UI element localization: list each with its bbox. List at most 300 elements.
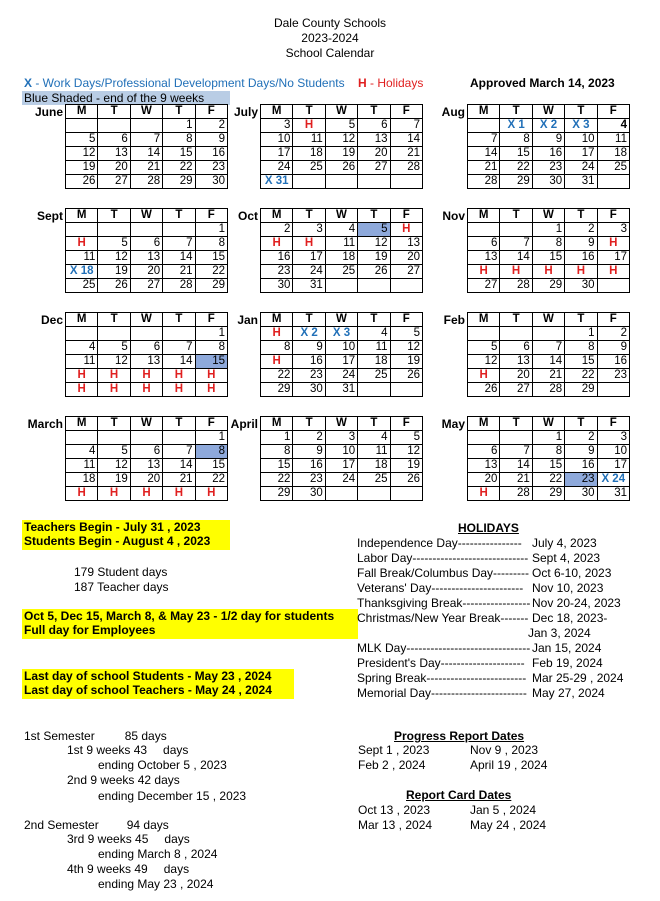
day-cell: 3 — [597, 223, 629, 237]
weekday-header: T — [98, 105, 130, 119]
month-table-feb — [467, 312, 630, 397]
day-cell: 7 — [468, 133, 500, 147]
weekday-header: M — [66, 209, 98, 223]
end-of-9-weeks-cell: 15 — [195, 355, 227, 369]
weekday-header: T — [500, 105, 532, 119]
day-cell — [468, 431, 500, 445]
day-cell: 9 — [195, 133, 227, 147]
day-cell: 19 — [390, 459, 422, 473]
day-cell: 13 — [130, 459, 162, 473]
day-cell: 30 — [261, 279, 293, 293]
day-cell: 24 — [325, 473, 357, 487]
weekday-header: F — [597, 313, 629, 327]
quarter-1-label: 1st 9 weeks 43 — [67, 743, 148, 757]
day-cell: 21 — [163, 265, 195, 279]
end-of-9-weeks-cell: 8 — [195, 445, 227, 459]
day-cell: 7 — [390, 119, 422, 133]
day-cell: 14 — [390, 133, 422, 147]
holiday-cell: H — [261, 237, 293, 251]
day-cell: 6 — [130, 237, 162, 251]
day-cell: 1 — [532, 223, 564, 237]
holiday-cell: H — [293, 237, 325, 251]
day-cell: 6 — [468, 237, 500, 251]
day-cell: 8 — [163, 133, 195, 147]
holiday-cell: H — [163, 369, 195, 383]
month-label-nov: Nov — [442, 209, 465, 223]
day-cell — [293, 175, 325, 189]
day-cell: 22 — [261, 473, 293, 487]
day-cell: 16 — [293, 459, 325, 473]
day-cell: 7 — [130, 133, 162, 147]
weekday-header: T — [500, 417, 532, 431]
report-card-date: Oct 13 , 2023 — [358, 803, 431, 817]
day-cell: 10 — [325, 341, 357, 355]
day-cell: 2 — [597, 327, 629, 341]
holiday-cell: H — [597, 237, 629, 251]
day-cell: 30 — [195, 175, 227, 189]
day-cell: 25 — [597, 161, 629, 175]
weekday-header: T — [163, 417, 195, 431]
day-cell: 2 — [293, 431, 325, 445]
day-cell: 30 — [293, 383, 325, 397]
day-cell — [468, 327, 500, 341]
day-cell: 22 — [500, 161, 532, 175]
weekday-header: W — [325, 313, 357, 327]
end-of-9-weeks-cell: 5 — [358, 223, 390, 237]
last-day-students: Last day of school Students - May 23 , 2024 — [24, 669, 272, 683]
day-cell: 31 — [597, 487, 629, 501]
weekday-header: M — [261, 417, 293, 431]
day-cell: 25 — [293, 161, 325, 175]
day-cell — [130, 431, 162, 445]
quarter-1-days: days — [163, 743, 189, 757]
day-cell: 9 — [293, 445, 325, 459]
work-day-cell: X 24 — [597, 473, 629, 487]
day-cell: 13 — [500, 355, 532, 369]
day-cell: 18 — [358, 459, 390, 473]
weekday-header: F — [597, 209, 629, 223]
day-cell: 19 — [325, 147, 357, 161]
day-cell: 23 — [532, 161, 564, 175]
day-cell: 4 — [597, 119, 629, 133]
day-cell: 30 — [293, 487, 325, 501]
day-cell: 5 — [468, 341, 500, 355]
day-cell: 16 — [261, 251, 293, 265]
day-cell — [597, 175, 629, 189]
day-cell — [130, 119, 162, 133]
day-cell: 13 — [468, 459, 500, 473]
day-cell: 16 — [532, 147, 564, 161]
day-cell: 29 — [532, 487, 564, 501]
day-cell: 15 — [195, 459, 227, 473]
day-cell: 6 — [98, 133, 130, 147]
month-label-sept: Sept — [36, 209, 63, 223]
day-cell: 14 — [532, 355, 564, 369]
day-cell: 17 — [565, 147, 597, 161]
day-cell: 27 — [358, 161, 390, 175]
day-cell: 11 — [358, 341, 390, 355]
day-cell: 18 — [325, 251, 357, 265]
day-cell: 17 — [325, 459, 357, 473]
day-cell: 9 — [597, 341, 629, 355]
work-day-cell: X 31 — [261, 175, 293, 189]
weekday-header: F — [195, 209, 227, 223]
holiday-date: Jan 3, 2024 — [528, 626, 591, 640]
work-day-cell: X 2 — [293, 327, 325, 341]
weekday-header: W — [325, 209, 357, 223]
day-cell: 26 — [66, 175, 98, 189]
day-cell: 19 — [358, 251, 390, 265]
day-cell: 3 — [597, 431, 629, 445]
month-label-april: April — [230, 417, 258, 431]
day-cell: 9 — [293, 341, 325, 355]
holiday-cell: H — [98, 383, 130, 397]
weekday-header: M — [261, 105, 293, 119]
weekday-header: F — [390, 209, 422, 223]
holiday-cell: H — [66, 237, 98, 251]
day-cell: 21 — [532, 369, 564, 383]
weekday-header: W — [130, 209, 162, 223]
weekday-header: M — [261, 313, 293, 327]
progress-date: Sept 1 , 2023 — [358, 743, 430, 757]
day-cell: 11 — [293, 133, 325, 147]
holiday-cell: H — [195, 487, 227, 501]
day-cell: 15 — [500, 147, 532, 161]
quarter-3-label: 3rd 9 weeks 45 — [67, 832, 149, 846]
day-cell: 24 — [565, 161, 597, 175]
day-cell: 10 — [261, 133, 293, 147]
legend-h-code: H — [358, 76, 367, 90]
day-cell: 11 — [325, 237, 357, 251]
day-cell: 29 — [195, 279, 227, 293]
day-cell: 6 — [130, 445, 162, 459]
day-cell — [130, 327, 162, 341]
approved-date: Approved March 14, 2023 — [470, 76, 615, 90]
day-cell — [597, 279, 629, 293]
weekday-header: T — [163, 105, 195, 119]
day-cell: 1 — [532, 431, 564, 445]
day-cell: 7 — [532, 341, 564, 355]
day-cell — [468, 223, 500, 237]
day-cell — [358, 175, 390, 189]
day-cell: 20 — [98, 161, 130, 175]
day-cell — [358, 383, 390, 397]
day-cell: 21 — [390, 147, 422, 161]
day-cell: 26 — [358, 265, 390, 279]
holiday-name: Christmas/New Year Break------- — [357, 611, 529, 625]
weekday-header: F — [390, 417, 422, 431]
weekday-header: F — [390, 105, 422, 119]
day-cell — [468, 119, 500, 133]
day-cell: 23 — [597, 369, 629, 383]
day-cell: 24 — [293, 265, 325, 279]
month-label-oct: Oct — [237, 209, 258, 223]
holiday-date: Nov 20-24, 2023 — [532, 596, 621, 610]
quarter-4-label: 4th 9 weeks 49 — [67, 862, 148, 876]
day-cell: 11 — [66, 251, 98, 265]
day-cell: 15 — [195, 251, 227, 265]
day-cell: 8 — [195, 237, 227, 251]
weekday-header: M — [468, 417, 500, 431]
day-cell: 21 — [468, 161, 500, 175]
month-label-aug: Aug — [441, 105, 465, 119]
day-cell: 25 — [66, 279, 98, 293]
day-cell: 18 — [293, 147, 325, 161]
day-cell — [358, 487, 390, 501]
holiday-cell: H — [468, 265, 500, 279]
day-cell: 27 — [390, 265, 422, 279]
day-cell: 11 — [66, 355, 98, 369]
day-cell: 19 — [98, 265, 130, 279]
holiday-cell: H — [468, 369, 500, 383]
report-card-date: Mar 13 , 2024 — [358, 818, 433, 832]
day-cell: 19 — [390, 355, 422, 369]
day-cell: 23 — [195, 161, 227, 175]
quarter-4-end: ending May 23 , 2024 — [98, 877, 214, 891]
weekday-header: T — [565, 417, 597, 431]
weekday-header: T — [500, 209, 532, 223]
semester-1-label: 1st Semester — [24, 729, 95, 743]
month-label-jan: Jan — [237, 313, 258, 327]
day-cell: 28 — [468, 175, 500, 189]
holiday-cell: H — [163, 383, 195, 397]
half-day-box — [22, 609, 358, 639]
holiday-cell: H — [66, 383, 98, 397]
day-cell: 17 — [597, 251, 629, 265]
holiday-cell: H — [261, 327, 293, 341]
day-cell: 21 — [163, 473, 195, 487]
day-cell: 25 — [358, 369, 390, 383]
holiday-cell: H — [130, 383, 162, 397]
progress-date: Feb 2 , 2024 — [358, 758, 426, 772]
day-cell — [325, 487, 357, 501]
day-cell — [390, 383, 422, 397]
quarter-4 — [67, 862, 189, 876]
holiday-cell: H — [597, 265, 629, 279]
weekday-header: T — [565, 313, 597, 327]
day-cell — [66, 327, 98, 341]
holiday-cell: H — [565, 265, 597, 279]
day-cell: 26 — [468, 383, 500, 397]
day-cell: 1 — [565, 327, 597, 341]
day-cell: 21 — [500, 473, 532, 487]
day-cell — [390, 487, 422, 501]
work-day-cell: X 2 — [532, 119, 564, 133]
day-cell: 15 — [565, 355, 597, 369]
weekday-header: M — [261, 209, 293, 223]
day-cell: 16 — [565, 459, 597, 473]
weekday-header: W — [532, 313, 564, 327]
weekday-header: T — [358, 313, 390, 327]
legend-h — [358, 76, 423, 90]
day-cell: 27 — [130, 279, 162, 293]
month-label-may: May — [441, 417, 465, 431]
weekday-header: T — [565, 209, 597, 223]
day-cell — [98, 327, 130, 341]
day-cell: 3 — [261, 119, 293, 133]
last-day-teachers: Last day of school Teachers - May 24 , 2024 — [24, 683, 272, 697]
day-cell: 19 — [98, 473, 130, 487]
holiday-cell: H — [98, 369, 130, 383]
weekday-header: W — [532, 105, 564, 119]
day-cell: 20 — [500, 369, 532, 383]
holiday-name: Veterans' Day----------------------- — [357, 581, 524, 595]
day-cell: 31 — [293, 279, 325, 293]
quarter-2: 2nd 9 weeks 42 days — [67, 773, 180, 787]
work-day-cell: X 3 — [565, 119, 597, 133]
legend-h-text: - Holidays — [366, 76, 424, 90]
day-cell — [66, 223, 98, 237]
semester-2-days: 94 days — [126, 818, 169, 832]
day-cell: 7 — [163, 237, 195, 251]
holiday-cell: H — [130, 487, 162, 501]
holiday-name: Spring Break------------------------- — [357, 671, 527, 685]
day-cell: 2 — [565, 223, 597, 237]
day-cell: 29 — [261, 487, 293, 501]
day-cell: 8 — [532, 237, 564, 251]
weekday-header: T — [293, 105, 325, 119]
legend-x-code: X — [24, 76, 33, 90]
weekday-header: T — [358, 105, 390, 119]
quarter-3-end: ending March 8 , 2024 — [98, 847, 218, 861]
holiday-cell: H — [163, 487, 195, 501]
month-table-nov — [467, 208, 630, 293]
day-cell — [66, 119, 98, 133]
day-cell: 22 — [195, 473, 227, 487]
weekday-header: T — [293, 209, 325, 223]
day-cell: 26 — [390, 473, 422, 487]
weekday-header: T — [358, 209, 390, 223]
quarter-4-days: days — [163, 862, 190, 876]
day-cell: 29 — [500, 175, 532, 189]
day-cell: 28 — [532, 383, 564, 397]
legend-x — [24, 76, 345, 90]
day-cell: 24 — [325, 369, 357, 383]
day-cell: 8 — [261, 341, 293, 355]
day-cell: 11 — [597, 133, 629, 147]
day-cell: 3 — [325, 431, 357, 445]
holiday-date: May 27, 2024 — [532, 686, 605, 700]
legend-shade: Blue Shaded - end of the 9 weeks — [22, 91, 230, 105]
quarter-3-days: days — [164, 832, 190, 846]
month-label-march: March — [27, 417, 63, 431]
day-cell: 29 — [565, 383, 597, 397]
day-cell: 8 — [532, 445, 564, 459]
weekday-header: F — [195, 105, 227, 119]
holiday-date: Oct 6-10, 2023 — [532, 566, 612, 580]
day-cell: 27 — [98, 175, 130, 189]
day-cell: 29 — [532, 279, 564, 293]
day-cell: 4 — [66, 445, 98, 459]
report-card-date: May 24 , 2024 — [470, 818, 547, 832]
weekday-header: W — [325, 417, 357, 431]
day-cell: 23 — [293, 473, 325, 487]
holiday-date: Mar 25-29 , 2024 — [532, 671, 624, 685]
quarter-2-end: ending December 15 , 2023 — [98, 789, 247, 803]
day-cell: 30 — [565, 487, 597, 501]
day-cell: 5 — [325, 119, 357, 133]
month-table-oct — [260, 208, 423, 293]
quarter-1 — [67, 743, 188, 757]
holiday-cell: H — [500, 265, 532, 279]
day-cell: 12 — [98, 251, 130, 265]
day-cell: 22 — [195, 265, 227, 279]
day-cell: 5 — [66, 133, 98, 147]
day-cell: 27 — [500, 383, 532, 397]
day-cell: 12 — [325, 133, 357, 147]
day-cell — [532, 327, 564, 341]
day-cell: 9 — [565, 445, 597, 459]
day-cell: 16 — [293, 355, 325, 369]
weekday-header: M — [468, 105, 500, 119]
day-cell: 16 — [565, 251, 597, 265]
holiday-name: Labor Day----------------------------- — [357, 551, 529, 565]
quarter-1-end: ending October 5 , 2023 — [98, 758, 227, 772]
day-cell: 14 — [163, 355, 195, 369]
day-cell — [500, 223, 532, 237]
day-cell: 18 — [66, 473, 98, 487]
day-cell: 15 — [261, 459, 293, 473]
report-card-date: Jan 5 , 2024 — [470, 803, 537, 817]
day-cell: 17 — [261, 147, 293, 161]
day-cell: 28 — [390, 161, 422, 175]
day-cell: 6 — [468, 445, 500, 459]
day-cell: 26 — [98, 279, 130, 293]
day-cell: 6 — [358, 119, 390, 133]
day-cell: 14 — [130, 147, 162, 161]
day-cell: 11 — [358, 445, 390, 459]
teachers-begin: Teachers Begin - July 31 , 2023 — [24, 520, 201, 534]
holiday-cell: H — [468, 487, 500, 501]
day-cell — [500, 327, 532, 341]
day-cell: 16 — [597, 355, 629, 369]
day-cell: 14 — [163, 251, 195, 265]
holiday-date: Dec 18, 2023- — [532, 611, 608, 625]
progress-date: April 19 , 2024 — [470, 758, 548, 772]
day-cell: 8 — [565, 341, 597, 355]
day-cell: 9 — [532, 133, 564, 147]
day-cell — [163, 327, 195, 341]
weekday-header: T — [163, 209, 195, 223]
day-cell: 12 — [468, 355, 500, 369]
day-cell: 5 — [98, 237, 130, 251]
day-cell — [358, 279, 390, 293]
holiday-date: July 4, 2023 — [532, 536, 597, 550]
day-cell: 28 — [500, 487, 532, 501]
legend-x-text: - Work Days/Professional Development Days/No Students — [32, 76, 345, 90]
day-cell: 4 — [325, 223, 357, 237]
day-cell: 28 — [163, 279, 195, 293]
holidays-title: HOLIDAYS — [458, 521, 519, 535]
day-cell: 17 — [293, 251, 325, 265]
holiday-name: Memorial Day------------------------ — [357, 686, 527, 700]
day-cell — [390, 175, 422, 189]
month-table-may — [467, 416, 630, 501]
weekday-header: T — [500, 313, 532, 327]
day-cell: 2 — [195, 119, 227, 133]
day-cell: 12 — [98, 459, 130, 473]
report-card-title: Report Card Dates — [406, 788, 512, 802]
work-day-cell: X 18 — [66, 265, 98, 279]
day-cell — [98, 431, 130, 445]
month-label-july: July — [233, 105, 258, 119]
weekday-header: F — [195, 313, 227, 327]
holiday-cell: H — [66, 369, 98, 383]
day-cell: 5 — [390, 431, 422, 445]
day-cell: 2 — [565, 431, 597, 445]
weekday-header: T — [98, 313, 130, 327]
day-cell: 3 — [293, 223, 325, 237]
